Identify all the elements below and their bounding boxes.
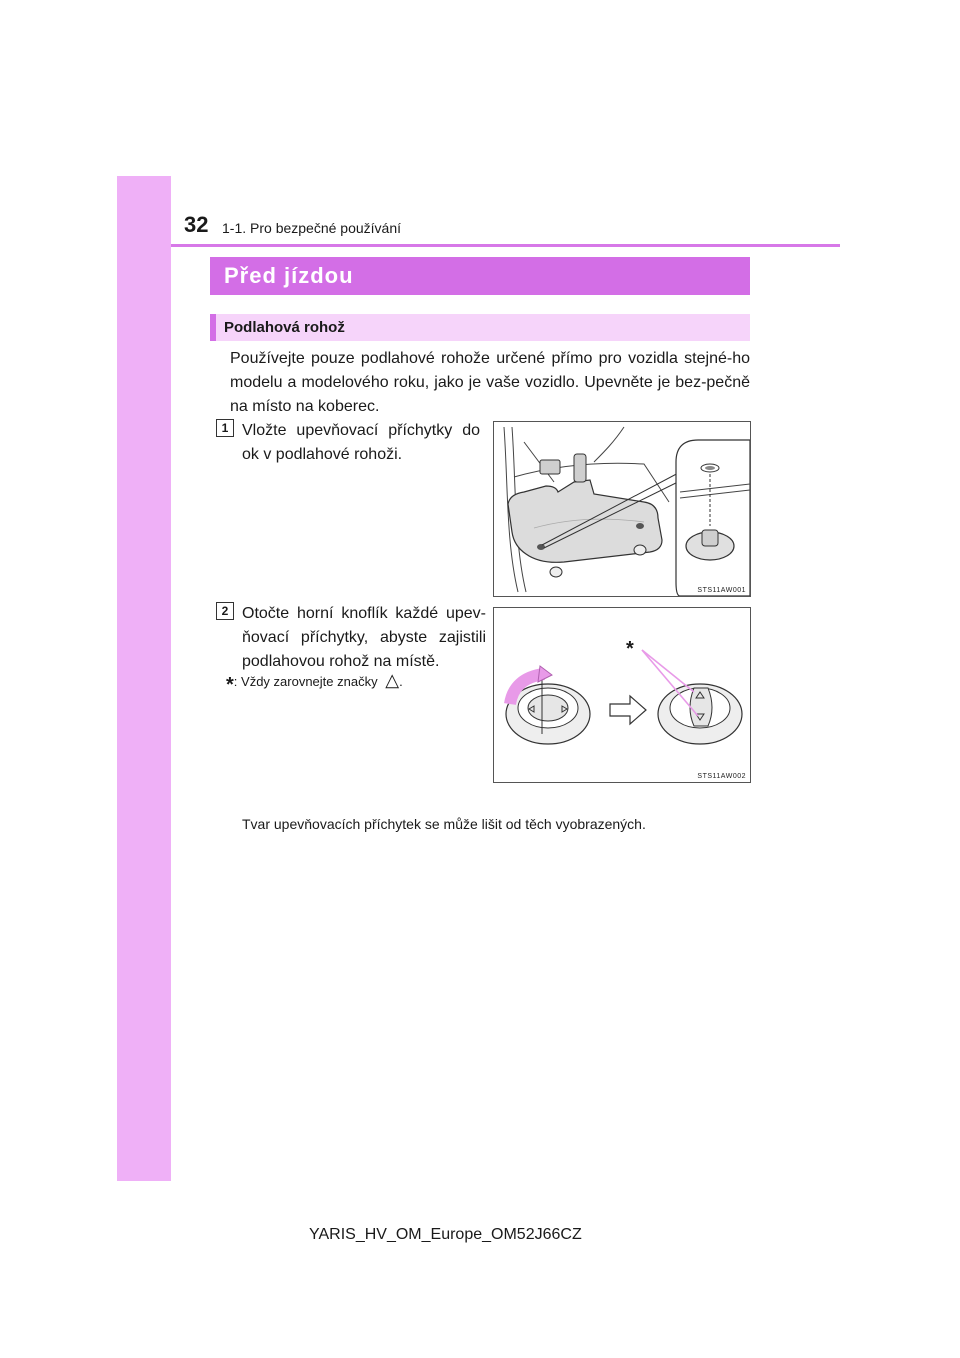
step-2-text: Otočte horní knoflík každé upev-ňovací příchytky, abyste zajistili podlahovou rohož na místě.	[242, 605, 486, 670]
section-subtitle	[210, 314, 750, 341]
chapter-title: 1-1. Pro bezpečné používání	[222, 220, 402, 236]
asterisk-label: *	[626, 638, 634, 660]
page-number: 32	[184, 212, 209, 237]
clip-rotation-illustration	[494, 608, 750, 782]
figure-caption: Tvar upevňovacích příchytek se může lišit od těch vyobrazených.	[242, 816, 646, 832]
figure-clip-rotation	[493, 607, 751, 783]
floor-mat-illustration	[494, 422, 750, 596]
step-1-number: 1	[216, 419, 234, 437]
note-line	[226, 670, 403, 697]
note-text: : Vždy zarovnejte značky	[233, 674, 378, 689]
note-end: .	[399, 674, 403, 689]
side-tab	[117, 176, 171, 1181]
note-marker: *	[226, 674, 234, 696]
subtitle-text: Podlahová rohož	[224, 319, 345, 336]
step-2-number: 2	[216, 602, 234, 620]
figure-code-1: STS11AW001	[697, 587, 746, 594]
footer-doc-code: YARIS_HV_OM_Europe_OM52J66CZ	[309, 1226, 582, 1243]
triangle-mark-icon: △	[385, 670, 400, 690]
figure-floor-mat	[493, 421, 751, 597]
header-rule	[171, 244, 840, 247]
figure-code-2: STS11AW002	[697, 773, 746, 780]
step-1-text: Vložte upevňovací příchytky do ok v podlahové rohoži.	[242, 422, 480, 463]
intro-paragraph: Používejte pouze podlahové rohože určené přímo pro vozidla stejné-ho modelu a modelového roku, jako je vaše vozidlo. Upevněte je bez-pečně na místo na koberec.	[230, 350, 750, 415]
section-title: Před jízdou	[210, 257, 750, 295]
